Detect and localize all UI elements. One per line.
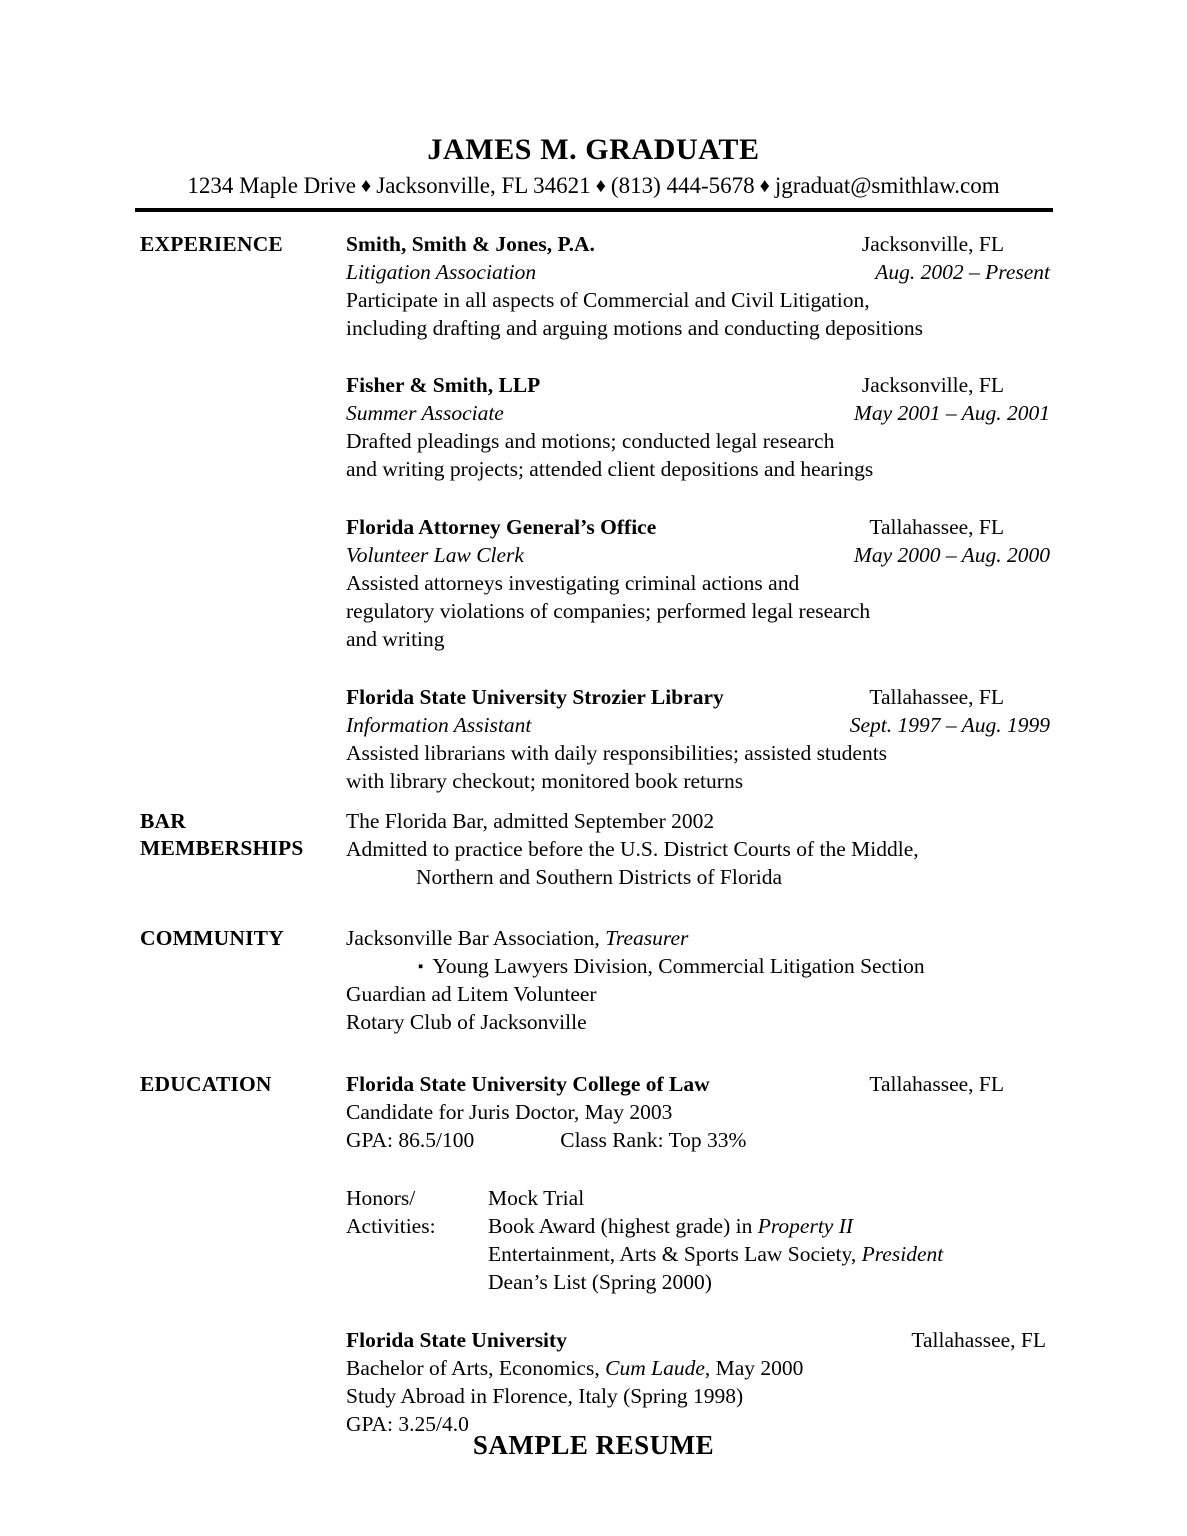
job-dates: May 2000 – Aug. 2000	[853, 543, 1050, 568]
bar-memberships-content	[346, 808, 1050, 892]
contact-city-state-zip: Jacksonville, FL 34621	[376, 173, 591, 199]
job-description	[346, 740, 1050, 796]
description-line: Assisted attorneys investigating criminal actions and	[346, 571, 800, 596]
section-label-community: COMMUNITY	[140, 926, 284, 951]
latin-honors: Cum Laude	[605, 1355, 705, 1380]
page-footer: SAMPLE RESUME	[472, 1430, 715, 1460]
description-line: and writing	[346, 626, 445, 651]
employer-name: Florida Attorney General’s Office	[346, 515, 657, 540]
candidate-name: JAMES M. GRADUATE	[427, 133, 760, 166]
section-experience	[140, 231, 1050, 796]
degree-line: Candidate for Juris Doctor, May 2003	[346, 1100, 673, 1125]
honors-item-text: Entertainment, Arts & Sports Law Society,	[488, 1241, 862, 1266]
experience-entry	[346, 372, 1050, 484]
community-line	[346, 925, 1050, 953]
employer-name: Smith, Smith & Jones, P.A.	[346, 231, 595, 256]
undergrad-details	[346, 1355, 1050, 1439]
job-title: Litigation Association	[346, 259, 537, 284]
honors-item: Mock Trial	[488, 1186, 585, 1210]
contact-email: jgraduat@smithlaw.com	[774, 173, 1000, 199]
honors-item-role: President	[861, 1241, 944, 1266]
section-education	[140, 1071, 1050, 1438]
experience-entry	[346, 684, 1050, 796]
job-description	[346, 570, 1050, 654]
job-title: Information Assistant	[346, 712, 532, 737]
honors-item	[488, 1213, 1050, 1241]
diamond-separator-icon: ♦	[759, 175, 770, 198]
school-location: Tallahassee, FL	[911, 1327, 1046, 1352]
community-content	[346, 925, 1050, 1037]
description-line: with library checkout; monitored book returns	[346, 768, 744, 793]
resume-body	[0, 212, 1187, 1439]
description-line: including drafting and arguing motions and conducting depositions	[346, 315, 924, 340]
community-line: Rotary Club of Jacksonville	[346, 1010, 587, 1035]
contact-line	[0, 166, 1187, 198]
community-role: Treasurer	[605, 926, 689, 951]
job-description	[346, 428, 1050, 484]
gpa-value: GPA: 3.25/4.0	[346, 1411, 469, 1436]
honors-label-line: Activities:	[346, 1213, 436, 1238]
degree-date: , May 2000	[704, 1355, 804, 1380]
section-bar-memberships	[140, 808, 1050, 892]
job-description	[346, 287, 1050, 343]
employer-name: Fisher & Smith, LLP	[346, 373, 541, 398]
education-entry-undergrad	[346, 1327, 1050, 1439]
community-bullet-text: Young Lawyers Division, Commercial Litigation Section	[432, 954, 925, 979]
section-label-line: MEMBERSHIPS	[140, 836, 304, 861]
bar-line: The Florida Bar, admitted September 2002	[346, 808, 715, 833]
experience-entry	[346, 514, 1050, 654]
job-title: Volunteer Law Clerk	[346, 543, 524, 568]
degree-line	[346, 1355, 1050, 1383]
experience-entries	[346, 231, 1050, 796]
education-content	[346, 1071, 1050, 1438]
resume-header	[0, 0, 1187, 212]
experience-entry	[346, 231, 1050, 343]
gpa-value: GPA: 86.5/100	[346, 1128, 475, 1153]
community-org: Jacksonville Bar Association,	[346, 926, 606, 951]
section-label-experience: EXPERIENCE	[140, 231, 283, 256]
section-label-line: BAR	[140, 808, 186, 833]
description-line: Assisted librarians with daily responsibilities; assisted students	[346, 740, 888, 765]
honors-item-text: Book Award (highest grade) in	[488, 1213, 758, 1238]
square-bullet-icon: ▪	[418, 959, 424, 976]
employer-location: Jacksonville, FL	[861, 373, 1004, 398]
description-line: Drafted pleadings and motions; conducted legal research	[346, 429, 835, 454]
job-title: Summer Associate	[346, 401, 504, 426]
diamond-separator-icon: ♦	[595, 175, 606, 198]
job-dates: Aug. 2002 – Present	[875, 259, 1050, 284]
section-label-bar-memberships	[140, 808, 346, 863]
employer-name: Florida State University Strozier Library	[346, 684, 724, 709]
honors-activities-block	[346, 1185, 1050, 1297]
honors-label	[346, 1185, 488, 1241]
honors-items	[488, 1185, 1050, 1297]
community-line: Guardian ad Litem Volunteer	[346, 982, 597, 1007]
school-location: Tallahassee, FL	[869, 1072, 1004, 1097]
class-rank-value: Class Rank: Top 33%	[560, 1128, 747, 1153]
study-abroad-line: Study Abroad in Florence, Italy (Spring 1998)	[346, 1383, 744, 1408]
bar-line: Admitted to practice before the U.S. District Courts of the Middle,	[346, 836, 919, 861]
law-school-details	[346, 1099, 1050, 1155]
bar-memberships-lines	[346, 808, 1050, 892]
section-label-education: EDUCATION	[140, 1072, 272, 1097]
honors-item: Dean’s List (Spring 2000)	[488, 1269, 712, 1294]
bar-line: Northern and Southern Districts of Florida	[416, 864, 783, 889]
employer-location: Tallahassee, FL	[869, 515, 1004, 540]
honors-item-course: Property II	[757, 1213, 854, 1238]
diamond-separator-icon: ♦	[361, 175, 372, 198]
employer-location: Tallahassee, FL	[869, 684, 1004, 709]
honors-label-line: Honors/	[346, 1186, 416, 1210]
section-community	[140, 925, 1050, 1037]
job-dates: May 2001 – Aug. 2001	[853, 401, 1050, 426]
community-bullet-item	[346, 953, 1050, 981]
honors-item	[488, 1241, 1050, 1269]
description-line: and writing projects; attended client depositions and hearings	[346, 457, 874, 482]
community-lines	[346, 925, 1050, 1037]
contact-phone: (813) 444-5678	[610, 173, 755, 199]
contact-address: 1234 Maple Drive	[187, 173, 357, 199]
job-dates: Sept. 1997 – Aug. 1999	[849, 712, 1050, 737]
degree-text: Bachelor of Arts, Economics,	[346, 1355, 606, 1380]
education-entry-law-school	[346, 1071, 1050, 1297]
school-name: Florida State University	[346, 1327, 567, 1352]
school-name: Florida State University College of Law	[346, 1072, 710, 1097]
employer-location: Jacksonville, FL	[861, 231, 1004, 256]
description-line: Participate in all aspects of Commercial and Civil Litigation,	[346, 287, 870, 312]
gpa-rank-line	[346, 1127, 1050, 1155]
description-line: regulatory violations of companies; performed legal research	[346, 599, 871, 623]
